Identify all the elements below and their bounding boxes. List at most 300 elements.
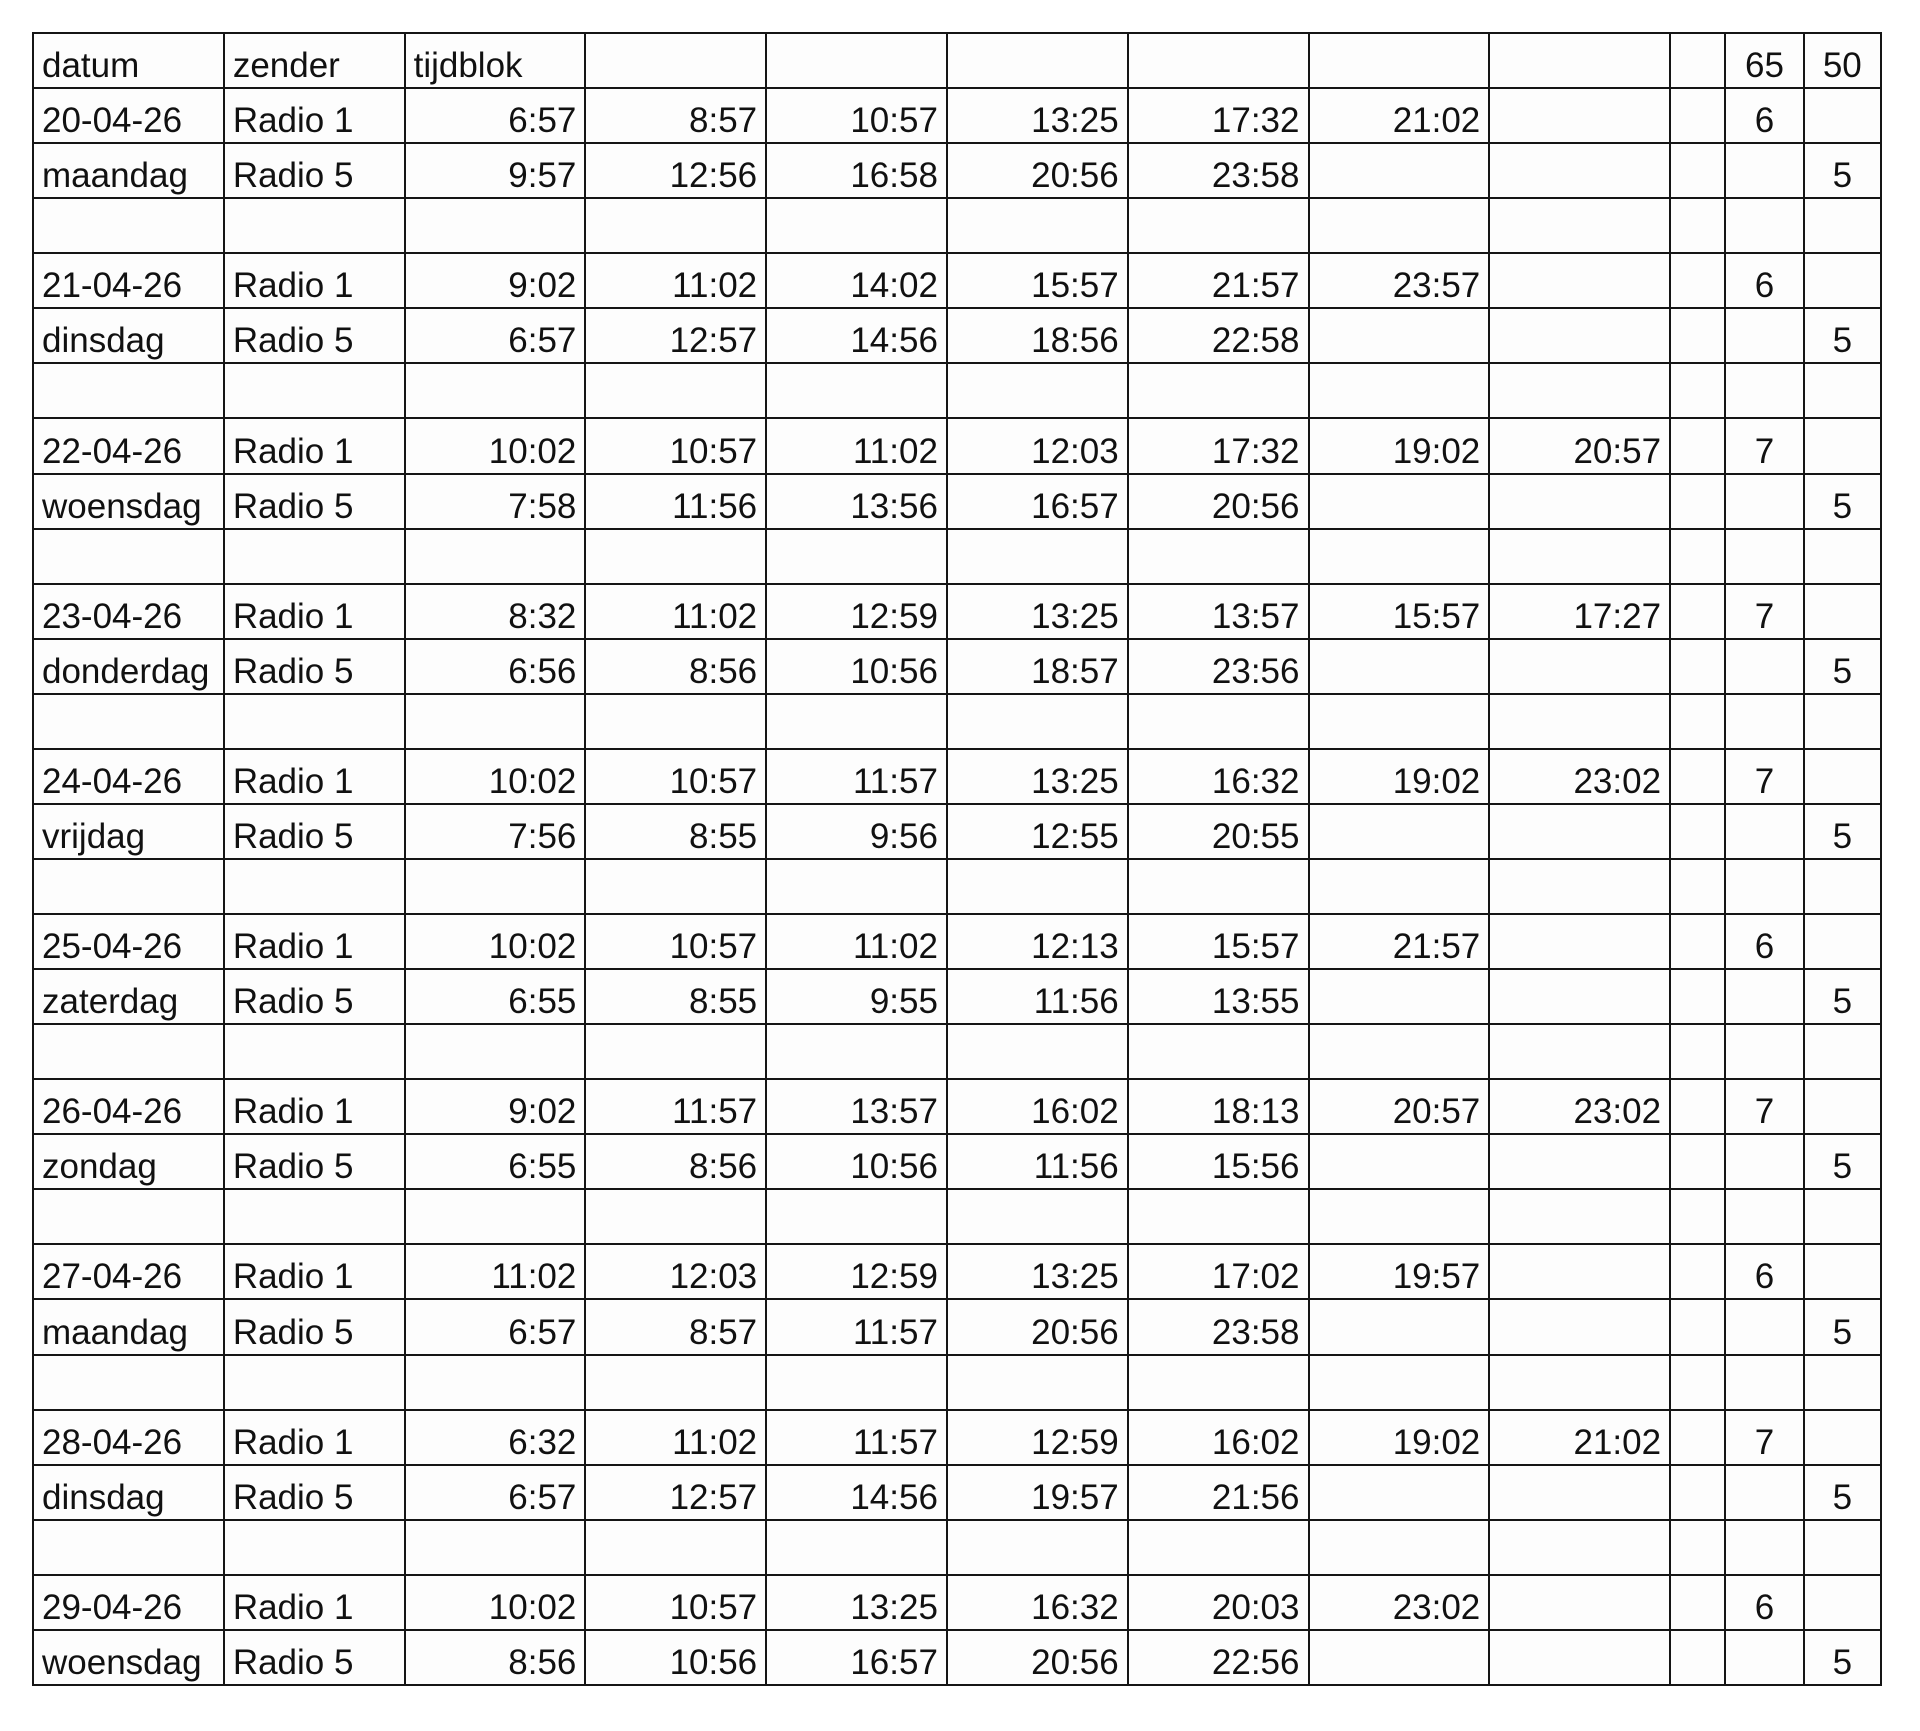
time-cell: 9:55 — [766, 969, 947, 1024]
time-cell: 18:13 — [1128, 1079, 1309, 1134]
time-cell: 19:02 — [1309, 1410, 1490, 1465]
empty-cell — [1725, 1134, 1803, 1189]
empty-cell — [1489, 308, 1670, 363]
time-cell: 19:57 — [947, 1465, 1128, 1520]
time-cell: 22:56 — [1128, 1630, 1309, 1685]
time-cell: 18:56 — [947, 308, 1128, 363]
time-cell: 23:02 — [1489, 1079, 1670, 1134]
header-empty-cell — [585, 33, 766, 88]
empty-cell — [1725, 143, 1803, 198]
empty-cell — [1128, 1520, 1309, 1575]
empty-cell — [1670, 1244, 1725, 1299]
time-cell: 23:58 — [1128, 1299, 1309, 1354]
time-cell: 6:57 — [405, 1299, 586, 1354]
time-cell: 19:02 — [1309, 749, 1490, 804]
time-cell — [1489, 1575, 1670, 1630]
empty-cell — [1309, 1134, 1490, 1189]
time-cell: 8:32 — [405, 584, 586, 639]
station-cell: Radio 1 — [224, 253, 405, 308]
count-65-cell: 6 — [1725, 253, 1803, 308]
empty-cell — [405, 1189, 586, 1244]
time-cell: 22:58 — [1128, 308, 1309, 363]
empty-cell — [1804, 914, 1881, 969]
time-cell: 11:57 — [766, 749, 947, 804]
time-cell: 8:57 — [585, 1299, 766, 1354]
empty-cell — [1804, 88, 1881, 143]
time-cell: 11:57 — [766, 1299, 947, 1354]
time-cell: 6:57 — [405, 88, 586, 143]
empty-cell — [405, 859, 586, 914]
spacer-row — [33, 198, 1881, 253]
table-row-radio5 — [33, 969, 1881, 1024]
empty-cell — [1725, 969, 1803, 1024]
empty-cell — [1804, 1079, 1881, 1134]
time-cell: 10:57 — [585, 749, 766, 804]
time-cell: 15:57 — [1128, 914, 1309, 969]
table-row-radio5 — [33, 308, 1881, 363]
time-cell: 9:02 — [405, 1079, 586, 1134]
time-cell: 16:02 — [947, 1079, 1128, 1134]
empty-cell — [1725, 1630, 1803, 1685]
table-row-radio1 — [33, 418, 1881, 473]
empty-cell — [1725, 1465, 1803, 1520]
table-row-radio5 — [33, 639, 1881, 694]
empty-cell — [1725, 474, 1803, 529]
weekday-cell: vrijdag — [33, 804, 224, 859]
empty-cell — [224, 529, 405, 584]
time-cell: 17:27 — [1489, 584, 1670, 639]
time-cell: 10:02 — [405, 1575, 586, 1630]
time-cell: 10:56 — [766, 639, 947, 694]
table-row-radio5 — [33, 1630, 1881, 1685]
empty-cell — [1670, 749, 1725, 804]
time-cell: 16:32 — [1128, 749, 1309, 804]
station-cell: Radio 1 — [224, 584, 405, 639]
empty-cell — [1128, 529, 1309, 584]
time-cell: 11:56 — [585, 474, 766, 529]
station-cell: Radio 5 — [224, 308, 405, 363]
empty-cell — [1489, 1630, 1670, 1685]
empty-cell — [33, 363, 224, 418]
empty-cell — [1670, 1299, 1725, 1354]
table-row-radio1 — [33, 914, 1881, 969]
time-cell: 20:56 — [947, 1630, 1128, 1685]
empty-cell — [33, 859, 224, 914]
time-cell: 17:32 — [1128, 88, 1309, 143]
header-empty-cell — [947, 33, 1128, 88]
table-row-radio5 — [33, 1134, 1881, 1189]
station-cell: Radio 5 — [224, 474, 405, 529]
empty-cell — [405, 363, 586, 418]
header-empty-cell — [1309, 33, 1490, 88]
empty-cell — [1804, 859, 1881, 914]
empty-cell — [1804, 1520, 1881, 1575]
station-cell: Radio 1 — [224, 749, 405, 804]
empty-cell — [1804, 529, 1881, 584]
spacer-row — [33, 1189, 1881, 1244]
count-50-cell: 5 — [1804, 804, 1881, 859]
empty-cell — [1804, 1575, 1881, 1630]
empty-cell — [1309, 363, 1490, 418]
station-cell: Radio 5 — [224, 143, 405, 198]
time-cell: 20:55 — [1128, 804, 1309, 859]
empty-cell — [947, 1520, 1128, 1575]
empty-cell — [1128, 363, 1309, 418]
station-cell: Radio 1 — [224, 914, 405, 969]
time-cell: 20:56 — [947, 1299, 1128, 1354]
empty-cell — [1804, 584, 1881, 639]
spacer-row — [33, 1024, 1881, 1079]
time-cell: 23:02 — [1489, 749, 1670, 804]
time-cell: 11:57 — [585, 1079, 766, 1134]
empty-cell — [1309, 198, 1490, 253]
empty-cell — [1670, 474, 1725, 529]
station-cell: Radio 5 — [224, 1465, 405, 1520]
time-cell: 17:32 — [1128, 418, 1309, 473]
time-cell: 11:02 — [766, 418, 947, 473]
time-cell: 15:57 — [947, 253, 1128, 308]
header-tijdblok: tijdblok — [405, 33, 586, 88]
empty-cell — [224, 859, 405, 914]
time-cell: 13:55 — [1128, 969, 1309, 1024]
empty-cell — [766, 1520, 947, 1575]
time-cell: 11:02 — [585, 584, 766, 639]
time-cell: 11:56 — [947, 1134, 1128, 1189]
empty-cell — [1128, 198, 1309, 253]
empty-cell — [585, 198, 766, 253]
empty-cell — [1670, 1134, 1725, 1189]
empty-cell — [33, 1189, 224, 1244]
time-cell: 21:57 — [1309, 914, 1490, 969]
spacer-row — [33, 694, 1881, 749]
empty-cell — [947, 1189, 1128, 1244]
empty-cell — [1489, 694, 1670, 749]
empty-cell — [947, 1355, 1128, 1410]
header-datum: datum — [33, 33, 224, 88]
empty-cell — [1725, 1355, 1803, 1410]
time-cell: 13:25 — [766, 1575, 947, 1630]
empty-cell — [1309, 474, 1490, 529]
station-cell: Radio 5 — [224, 1630, 405, 1685]
count-50-cell: 5 — [1804, 474, 1881, 529]
empty-cell — [1489, 804, 1670, 859]
empty-cell — [1804, 418, 1881, 473]
station-cell: Radio 1 — [224, 1575, 405, 1630]
empty-cell — [33, 694, 224, 749]
empty-cell — [1804, 1024, 1881, 1079]
count-50-cell: 5 — [1804, 639, 1881, 694]
table-row-radio1 — [33, 1410, 1881, 1465]
date-cell: 24-04-26 — [33, 749, 224, 804]
time-cell: 23:02 — [1309, 1575, 1490, 1630]
empty-cell — [766, 694, 947, 749]
empty-cell — [766, 198, 947, 253]
time-cell: 20:56 — [1128, 474, 1309, 529]
time-cell: 20:56 — [947, 143, 1128, 198]
time-cell: 8:56 — [585, 1134, 766, 1189]
empty-cell — [1670, 253, 1725, 308]
time-cell: 14:02 — [766, 253, 947, 308]
time-cell: 12:59 — [766, 1244, 947, 1299]
empty-cell — [1128, 1189, 1309, 1244]
empty-cell — [1725, 639, 1803, 694]
count-50-cell: 5 — [1804, 1299, 1881, 1354]
empty-cell — [1670, 969, 1725, 1024]
station-cell: Radio 1 — [224, 1079, 405, 1134]
empty-cell — [1725, 1024, 1803, 1079]
count-50-cell: 5 — [1804, 143, 1881, 198]
table-row-radio5 — [33, 143, 1881, 198]
empty-cell — [1804, 363, 1881, 418]
empty-cell — [1128, 1024, 1309, 1079]
empty-cell — [1309, 529, 1490, 584]
empty-cell — [33, 1520, 224, 1575]
time-cell: 11:02 — [585, 1410, 766, 1465]
time-cell: 11:02 — [585, 253, 766, 308]
table-row-radio1 — [33, 584, 1881, 639]
empty-cell — [1670, 363, 1725, 418]
time-cell: 8:55 — [585, 804, 766, 859]
weekday-cell: woensdag — [33, 474, 224, 529]
date-cell: 25-04-26 — [33, 914, 224, 969]
empty-cell — [1804, 1189, 1881, 1244]
time-cell: 12:59 — [947, 1410, 1128, 1465]
weekday-cell: donderdag — [33, 639, 224, 694]
time-cell: 10:02 — [405, 418, 586, 473]
empty-cell — [766, 529, 947, 584]
time-cell: 21:02 — [1309, 88, 1490, 143]
empty-cell — [1804, 1355, 1881, 1410]
table-row-radio1 — [33, 253, 1881, 308]
header-count-50: 50 — [1804, 33, 1881, 88]
time-cell: 11:56 — [947, 969, 1128, 1024]
empty-cell — [1670, 1465, 1725, 1520]
date-cell: 28-04-26 — [33, 1410, 224, 1465]
time-cell: 12:57 — [585, 308, 766, 363]
empty-cell — [1725, 804, 1803, 859]
count-65-cell: 6 — [1725, 88, 1803, 143]
time-cell: 12:03 — [947, 418, 1128, 473]
spacer-row — [33, 1355, 1881, 1410]
empty-cell — [1128, 694, 1309, 749]
time-cell: 10:56 — [766, 1134, 947, 1189]
time-cell: 6:55 — [405, 969, 586, 1024]
count-50-cell: 5 — [1804, 308, 1881, 363]
weekday-cell: maandag — [33, 1299, 224, 1354]
header-zender: zender — [224, 33, 405, 88]
header-empty-cell — [766, 33, 947, 88]
time-cell: 13:56 — [766, 474, 947, 529]
empty-cell — [405, 694, 586, 749]
time-cell: 12:13 — [947, 914, 1128, 969]
header-empty-cell — [1128, 33, 1309, 88]
weekday-cell: zaterdag — [33, 969, 224, 1024]
empty-cell — [1670, 694, 1725, 749]
time-cell: 13:57 — [1128, 584, 1309, 639]
time-cell: 12:56 — [585, 143, 766, 198]
time-cell: 8:56 — [585, 639, 766, 694]
empty-cell — [1670, 804, 1725, 859]
empty-cell — [585, 1520, 766, 1575]
empty-cell — [1725, 1299, 1803, 1354]
time-cell: 19:02 — [1309, 418, 1490, 473]
empty-cell — [1128, 859, 1309, 914]
empty-cell — [1309, 804, 1490, 859]
time-cell: 21:56 — [1128, 1465, 1309, 1520]
empty-cell — [1489, 1189, 1670, 1244]
empty-cell — [585, 1189, 766, 1244]
time-cell: 11:57 — [766, 1410, 947, 1465]
time-cell: 21:02 — [1489, 1410, 1670, 1465]
time-cell: 16:58 — [766, 143, 947, 198]
empty-cell — [1725, 198, 1803, 253]
date-cell: 21-04-26 — [33, 253, 224, 308]
time-cell: 8:57 — [585, 88, 766, 143]
empty-cell — [1670, 1024, 1725, 1079]
empty-cell — [1725, 1520, 1803, 1575]
empty-cell — [1670, 143, 1725, 198]
table-row-radio5 — [33, 1465, 1881, 1520]
count-65-cell: 6 — [1725, 1244, 1803, 1299]
time-cell: 13:25 — [947, 584, 1128, 639]
empty-cell — [224, 1355, 405, 1410]
empty-cell — [1489, 474, 1670, 529]
empty-cell — [585, 529, 766, 584]
station-cell: Radio 5 — [224, 804, 405, 859]
empty-cell — [1804, 1244, 1881, 1299]
time-cell: 20:57 — [1309, 1079, 1490, 1134]
empty-cell — [1309, 1024, 1490, 1079]
count-65-cell: 7 — [1725, 584, 1803, 639]
date-cell: 23-04-26 — [33, 584, 224, 639]
date-cell: 22-04-26 — [33, 418, 224, 473]
empty-cell — [1309, 1520, 1490, 1575]
empty-cell — [405, 1355, 586, 1410]
weekday-cell: dinsdag — [33, 308, 224, 363]
station-cell: Radio 1 — [224, 88, 405, 143]
empty-cell — [947, 529, 1128, 584]
empty-cell — [1670, 1079, 1725, 1134]
time-cell: 10:57 — [766, 88, 947, 143]
empty-cell — [766, 1024, 947, 1079]
time-cell: 10:56 — [585, 1630, 766, 1685]
empty-cell — [1670, 914, 1725, 969]
empty-cell — [224, 363, 405, 418]
spacer-row — [33, 363, 1881, 418]
empty-cell — [405, 529, 586, 584]
empty-cell — [1804, 1410, 1881, 1465]
weekday-cell: dinsdag — [33, 1465, 224, 1520]
count-50-cell: 5 — [1804, 1630, 1881, 1685]
table-row-radio5 — [33, 474, 1881, 529]
empty-cell — [1804, 749, 1881, 804]
time-cell: 23:56 — [1128, 639, 1309, 694]
time-cell: 16:57 — [766, 1630, 947, 1685]
empty-cell — [1309, 1189, 1490, 1244]
time-cell: 10:02 — [405, 749, 586, 804]
time-cell — [1489, 914, 1670, 969]
time-cell: 10:57 — [585, 1575, 766, 1630]
time-cell: 6:57 — [405, 1465, 586, 1520]
time-cell: 9:56 — [766, 804, 947, 859]
empty-cell — [405, 1520, 586, 1575]
empty-cell — [585, 1355, 766, 1410]
time-cell: 13:25 — [947, 1244, 1128, 1299]
empty-cell — [1309, 1465, 1490, 1520]
schedule-table — [32, 32, 1882, 1686]
table-row-radio1 — [33, 1575, 1881, 1630]
time-cell: 14:56 — [766, 1465, 947, 1520]
empty-cell — [1725, 308, 1803, 363]
empty-cell — [1489, 1465, 1670, 1520]
empty-cell — [1489, 969, 1670, 1024]
station-cell: Radio 5 — [224, 1134, 405, 1189]
empty-cell — [1489, 1299, 1670, 1354]
time-cell: 21:57 — [1128, 253, 1309, 308]
time-cell — [1489, 88, 1670, 143]
empty-cell — [1489, 529, 1670, 584]
time-cell: 12:55 — [947, 804, 1128, 859]
time-cell: 16:57 — [947, 474, 1128, 529]
empty-cell — [1725, 1189, 1803, 1244]
time-cell: 17:02 — [1128, 1244, 1309, 1299]
time-cell: 10:57 — [585, 418, 766, 473]
station-cell: Radio 1 — [224, 1244, 405, 1299]
empty-cell — [1309, 308, 1490, 363]
time-cell: 18:57 — [947, 639, 1128, 694]
schedule-body — [33, 33, 1881, 1685]
empty-cell — [224, 198, 405, 253]
empty-cell — [1670, 418, 1725, 473]
station-cell: Radio 5 — [224, 969, 405, 1024]
empty-cell — [1670, 859, 1725, 914]
empty-cell — [1670, 1355, 1725, 1410]
empty-cell — [1804, 694, 1881, 749]
empty-cell — [1489, 198, 1670, 253]
empty-cell — [1309, 969, 1490, 1024]
empty-cell — [405, 1024, 586, 1079]
time-cell: 15:56 — [1128, 1134, 1309, 1189]
time-cell: 13:25 — [947, 88, 1128, 143]
empty-cell — [1725, 694, 1803, 749]
time-cell: 16:02 — [1128, 1410, 1309, 1465]
time-cell: 8:56 — [405, 1630, 586, 1685]
station-cell: Radio 5 — [224, 639, 405, 694]
spacer-row — [33, 859, 1881, 914]
weekday-cell: maandag — [33, 143, 224, 198]
date-cell: 26-04-26 — [33, 1079, 224, 1134]
empty-cell — [766, 363, 947, 418]
empty-cell — [585, 1024, 766, 1079]
station-cell: Radio 1 — [224, 1410, 405, 1465]
empty-cell — [1309, 859, 1490, 914]
time-cell: 14:56 — [766, 308, 947, 363]
empty-cell — [1489, 143, 1670, 198]
time-cell: 6:55 — [405, 1134, 586, 1189]
count-50-cell: 5 — [1804, 969, 1881, 1024]
header-row — [33, 33, 1881, 88]
time-cell: 19:57 — [1309, 1244, 1490, 1299]
time-cell: 15:57 — [1309, 584, 1490, 639]
empty-cell — [585, 859, 766, 914]
empty-cell — [224, 1520, 405, 1575]
time-cell: 23:58 — [1128, 143, 1309, 198]
empty-cell — [1309, 1630, 1490, 1685]
empty-cell — [585, 694, 766, 749]
time-cell: 6:57 — [405, 308, 586, 363]
table-row-radio1 — [33, 749, 1881, 804]
empty-cell — [1670, 639, 1725, 694]
